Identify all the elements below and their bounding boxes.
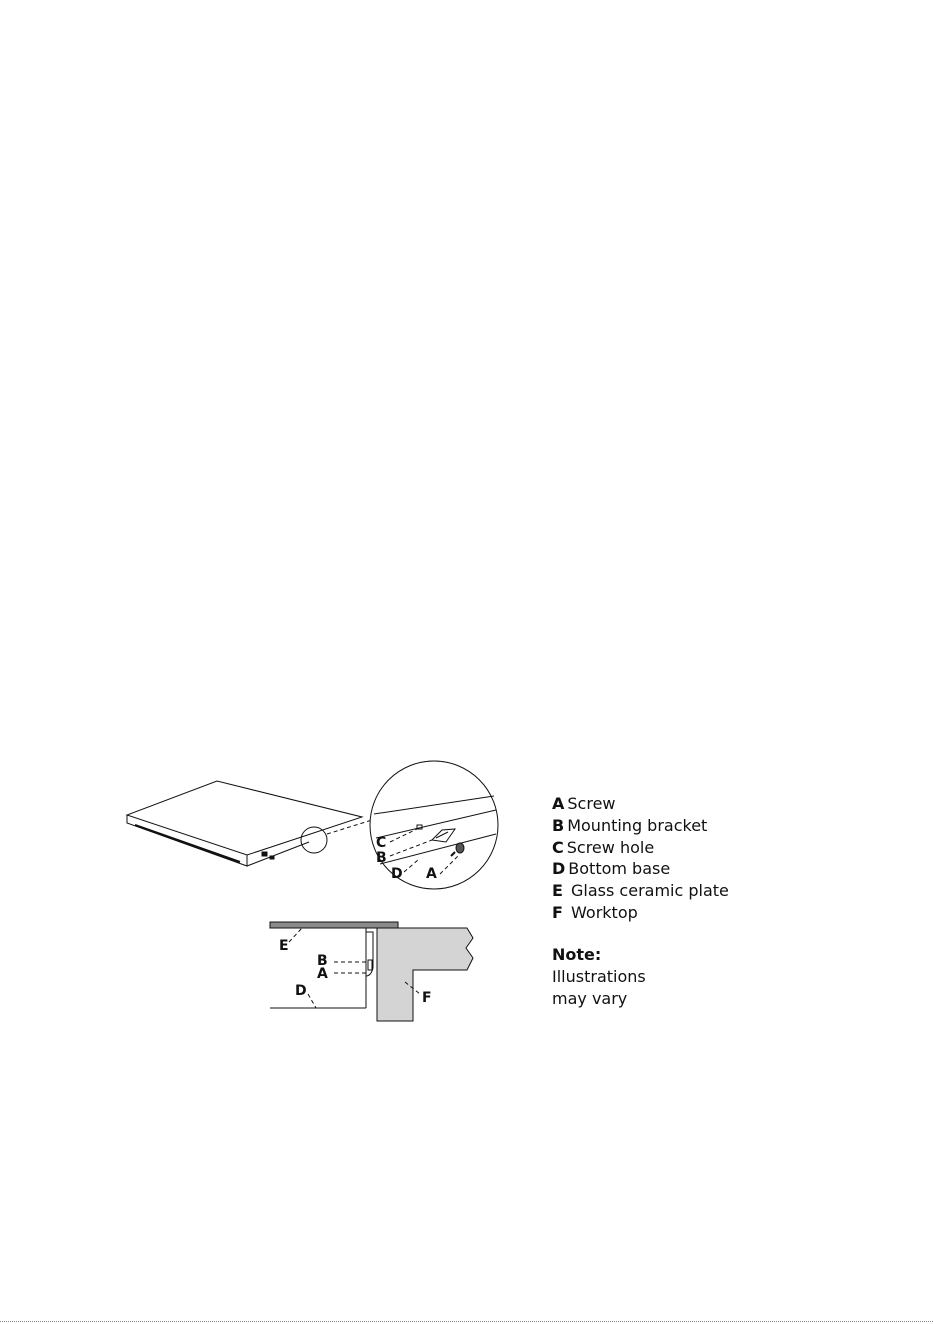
note — [552, 944, 646, 1009]
legend-item-f: F Worktop — [552, 902, 638, 922]
callout-a-detail: A — [426, 866, 437, 882]
callout-d-section: D — [295, 983, 307, 999]
note-line: may vary — [552, 988, 628, 1008]
callout-b-detail: B — [376, 850, 387, 866]
callout-b-section: B — [317, 953, 328, 969]
callout-a-section: A — [317, 966, 328, 982]
note-line: Illustrations — [552, 966, 646, 986]
page-bottom-rule — [0, 1321, 933, 1322]
callout-f-section: F — [422, 990, 432, 1006]
worktop — [377, 928, 473, 1021]
glass-ceramic-plate — [270, 922, 398, 928]
note-title: Note: — [552, 945, 602, 964]
legend-item-c: C Screw hole — [552, 837, 655, 857]
callout-d-detail: D — [391, 866, 403, 882]
legend-item-a: A Screw — [552, 794, 616, 813]
legend — [552, 793, 729, 924]
callout-c-detail: C — [376, 835, 387, 851]
legend-item-d: D Bottom base — [552, 859, 671, 879]
legend-item-e: E Glass ceramic plate — [552, 881, 729, 901]
legend-item-b: B Mounting bracket — [552, 815, 708, 835]
callout-e-section: E — [279, 938, 289, 954]
hob-perspective — [127, 781, 362, 866]
section-view — [270, 922, 473, 1021]
